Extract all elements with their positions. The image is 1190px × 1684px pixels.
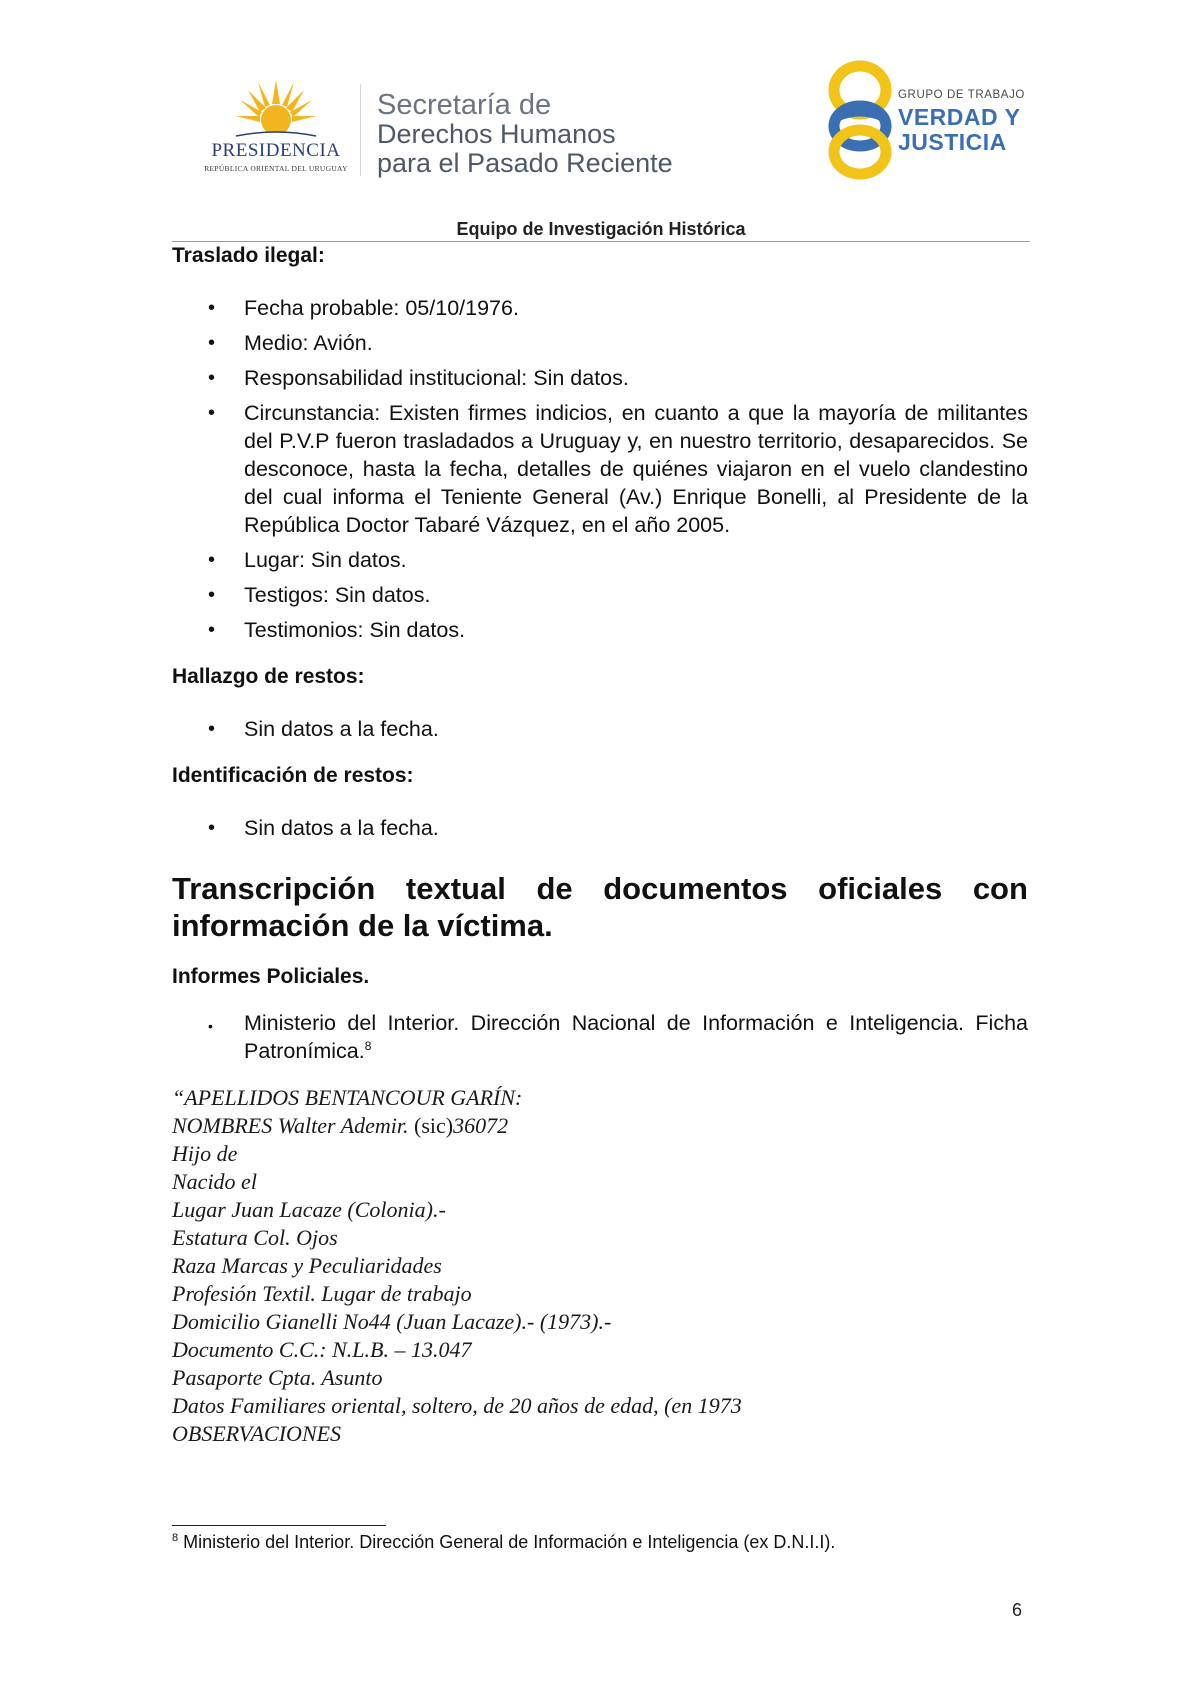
list-item: • Lugar: Sin datos. [172,546,1028,574]
presidencia-subtitle: REPÚBLICA ORIENTAL DEL URUGUAY [204,164,348,173]
ficha-number: 36072 [453,1113,509,1138]
ficha-nombres: NOMBRES Walter Ademir. [172,1113,409,1138]
heading-word: Transcripción [172,871,376,906]
transcripcion-heading-line-1 [172,870,1028,907]
sun-icon [234,78,318,140]
hallazgo-heading: Hallazgo de restos: [172,665,365,688]
heading-word: textual [405,871,506,906]
rings-icon [825,56,895,180]
footnote-number: 8 [172,1532,179,1544]
header-divider [360,84,361,176]
header-rule [172,241,1030,242]
team-heading: Equipo de Investigación Histórica [456,219,746,239]
presidencia-title: PRESIDENCIA [211,140,341,161]
list-item: • Fecha probable: 05/10/1976. [172,294,1028,322]
justicia-label: JUSTICIA [898,129,1007,155]
secretaria-line-2: Derechos Humanos [377,119,616,149]
ficha-line: Documento C.C.: N.L.B. – 13.047 [172,1337,472,1362]
heading-word: oficiales [818,871,943,906]
ficha-line: Domicilio Gianelli No44 (Juan Lacaze).- (1973).- [172,1309,612,1334]
secretaria-logo-text [377,90,673,178]
ficha-line [172,1112,1028,1140]
ficha-line: Nacido el [172,1169,257,1194]
ficha-line: Lugar Juan Lacaze (Colonia).- [172,1197,446,1222]
traslado-list [172,294,1028,644]
ficha-line: Hijo de [172,1141,238,1166]
ficha-line: Pasaporte Cpta. Asunto [172,1365,383,1390]
page-number: 6 [1012,1600,1023,1620]
identificacion-heading: Identificación de restos: [172,764,414,787]
list-item: • Medio: Avión. [172,329,1028,357]
secretaria-line-1: Secretaría de [377,89,552,121]
heading-word: documentos [603,871,788,906]
secretaria-line-3: para el Pasado Reciente [377,148,673,178]
footnote [172,1532,835,1553]
informes-list [172,1009,1028,1065]
informes-heading: Informes Policiales. [172,965,370,988]
list-item: • Testigos: Sin datos. [172,581,1028,609]
ficha-line: Datos Familiares oriental, soltero, de 20 años de edad, (en 1973 [172,1393,742,1418]
verdad-justicia-logo [825,56,1035,180]
ficha-sic: (sic) [408,1113,454,1138]
footnote-separator [172,1525,386,1526]
ficha-line: OBSERVACIONES [172,1421,342,1446]
ficha-transcription [172,1084,1028,1448]
presidencia-logo [196,78,356,178]
hallazgo-list [172,715,1028,743]
transcripcion-heading [172,870,1028,944]
heading-word: con [972,871,1028,906]
footnote-ref[interactable]: 8 [364,1038,372,1053]
ficha-line: “APELLIDOS BENTANCOUR GARÍN: [172,1085,523,1110]
transcripcion-heading-line-2: información de la víctima. [172,908,553,943]
heading-word: de [536,871,573,906]
traslado-heading: Traslado ilegal: [172,244,325,267]
footnote-text: Ministerio del Interior. Dirección General de Información e Inteligencia (ex D.N.I.I). [178,1532,836,1552]
main-content [172,243,1028,1448]
list-item: • Sin datos a la fecha. [172,715,1028,743]
list-item [172,1009,1028,1065]
ficha-line: Estatura Col. Ojos [172,1225,338,1250]
ficha-line: Raza Marcas y Peculiaridades [172,1253,442,1278]
list-item: • Circunstancia: Existen firmes indicios, en cuanto a que la mayoría de militantes del P.V.P fueron trasladados a Uruguay y, en nuestro territorio, desaparecidos. Se desconoce, hasta la fecha, detalles de quiénes viajaron en el vuelo clandestino del cual informa el Teniente General (Av.) Enrique Bonelli, al Presidente de la República Doctor Tabaré Vázquez, en el año 2005. [172,399,1028,539]
grupo-trabajo-label: GRUPO DE TRABAJO [898,89,1025,101]
list-item: • Sin datos a la fecha. [172,814,1028,842]
identificacion-list [172,814,1028,842]
list-item: • Responsabilidad institucional: Sin datos. [172,364,1028,392]
verdad-label: VERDAD Y [898,104,1021,130]
list-item: • Testimonios: Sin datos. [172,616,1028,644]
ficha-line: Profesión Textil. Lugar de trabajo [172,1281,472,1306]
informes-item-text: Ministerio del Interior. Dirección Nacional de Información e Inteligencia. Ficha Patronímica. [244,1011,1028,1063]
